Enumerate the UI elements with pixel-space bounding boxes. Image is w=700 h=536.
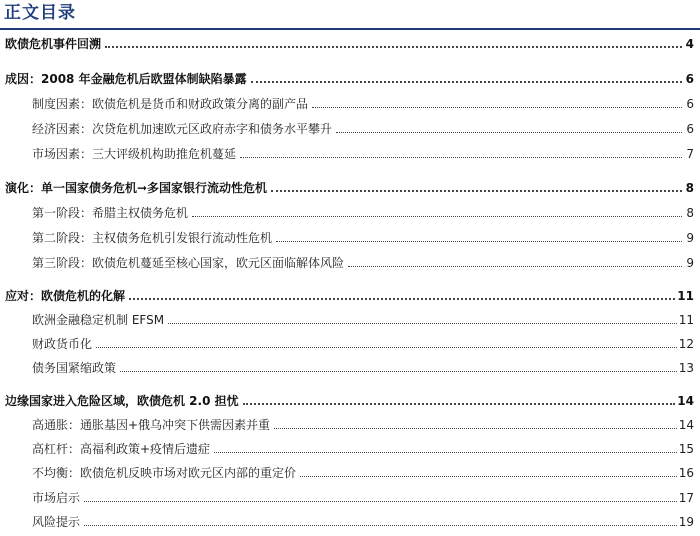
toc-entry-label: 第三阶段：欧债危机蔓延至核心国家，欧元区面临解体风险 <box>32 256 345 270</box>
dot-leader <box>336 132 682 133</box>
toc-entry-risk-warning[interactable] <box>0 510 694 530</box>
toc-entry-stage-two[interactable] <box>0 226 694 246</box>
toc-page-number: 17 <box>678 491 694 505</box>
toc-entry-institutional-factors[interactable] <box>0 92 694 112</box>
toc-entry-economic-factors[interactable] <box>0 117 694 137</box>
toc-entry-label: 市场启示 <box>32 491 81 505</box>
dot-leader <box>96 347 677 348</box>
dot-leader <box>300 476 677 477</box>
toc-entry-high-inflation[interactable] <box>0 413 694 433</box>
dot-leader <box>105 46 682 48</box>
dot-leader <box>120 371 677 372</box>
toc-page-number: 7 <box>686 147 694 161</box>
toc-entry-market-factors[interactable] <box>0 142 694 162</box>
toc-entry-periphery-risk[interactable] <box>0 389 694 409</box>
toc-page-number: 15 <box>678 442 694 456</box>
toc-entry-label: 成因：2008 年金融危机后欧盟体制缺陷暴露 <box>5 72 247 86</box>
toc-entry-fiscal-monetization[interactable] <box>0 332 694 352</box>
dot-leader <box>312 107 682 108</box>
toc-entry-label: 制度因素：欧债危机是货币和财政政策分离的副产品 <box>32 97 309 111</box>
dot-leader <box>348 266 682 267</box>
dot-leader <box>243 403 676 405</box>
toc-entry-stage-three[interactable] <box>0 251 694 271</box>
toc-page-number: 4 <box>685 37 694 51</box>
toc-entry-label: 边缘国家进入危险区域，欧债危机 2.0 担忧 <box>5 394 239 408</box>
toc-page-number: 6 <box>685 72 694 86</box>
dot-leader <box>129 298 675 300</box>
toc-page-number: 16 <box>678 466 694 480</box>
toc-entry-efsm[interactable] <box>0 308 694 328</box>
toc-page-number: 14 <box>678 418 694 432</box>
toc-page-number: 8 <box>686 206 694 220</box>
toc-entry-evolution[interactable] <box>0 176 694 196</box>
toc-page-number: 19 <box>678 515 694 529</box>
dot-leader <box>276 241 682 242</box>
toc-entry-label: 风险提示 <box>32 515 81 529</box>
toc-entry-stage-one[interactable] <box>0 201 694 221</box>
toc-page-number: 9 <box>686 231 694 245</box>
dot-leader <box>192 216 682 217</box>
dot-leader <box>274 428 677 429</box>
toc-entry-label: 演化：单一国家债务危机➞多国家银行流动性危机 <box>5 181 268 195</box>
dot-leader <box>84 501 677 502</box>
toc-page-number: 9 <box>686 256 694 270</box>
dot-leader <box>271 190 682 192</box>
toc-entry-label: 经济因素：次贷危机加速欧元区政府赤字和债务水平攀升 <box>32 122 333 136</box>
toc-page-number: 14 <box>677 394 694 408</box>
toc-entry-causes[interactable] <box>0 67 694 87</box>
toc-entry-high-leverage[interactable] <box>0 437 694 457</box>
dot-leader <box>240 157 682 158</box>
dot-leader <box>214 452 677 453</box>
toc-entry-austerity[interactable] <box>0 356 694 376</box>
toc-entry-label: 高杠杆：高福利政策+疫情后遗症 <box>32 442 211 456</box>
toc-entry-market-implications[interactable] <box>0 486 694 506</box>
toc-page-number: 11 <box>677 289 694 303</box>
toc-entry-label: 欧债危机事件回溯 <box>5 37 102 51</box>
toc-entry-label: 应对：欧债危机的化解 <box>5 289 126 303</box>
toc-entry-crisis-review[interactable] <box>0 32 694 52</box>
toc-entry-label: 欧洲金融稳定机制 EFSM <box>32 313 165 327</box>
toc-entry-imbalance[interactable] <box>0 461 694 481</box>
toc-entry-response[interactable] <box>0 284 694 304</box>
dot-leader <box>84 525 677 526</box>
page-title: 正文目录 <box>4 3 76 23</box>
dot-leader <box>168 323 677 324</box>
toc-page-number: 6 <box>686 97 694 111</box>
title-divider <box>0 28 700 30</box>
toc-page-number: 6 <box>686 122 694 136</box>
toc-page-number: 11 <box>678 313 694 327</box>
toc-entry-label: 债务国紧缩政策 <box>32 361 117 375</box>
toc-page-number: 12 <box>678 337 694 351</box>
toc-entry-label: 第一阶段：希腊主权债务危机 <box>32 206 189 220</box>
dot-leader <box>251 81 682 83</box>
toc-entry-label: 不均衡：欧债危机反映市场对欧元区内部的重定价 <box>32 466 297 480</box>
toc-entry-label: 高通胀：通胀基因+俄乌冲突下供需因素并重 <box>32 418 271 432</box>
toc-page-number: 13 <box>678 361 694 375</box>
toc-page-number: 8 <box>685 181 694 195</box>
toc-entry-label: 市场因素：三大评级机构助推危机蔓延 <box>32 147 237 161</box>
toc-entry-label: 第二阶段：主权债务危机引发银行流动性危机 <box>32 231 273 245</box>
toc-entry-label: 财政货币化 <box>32 337 93 351</box>
